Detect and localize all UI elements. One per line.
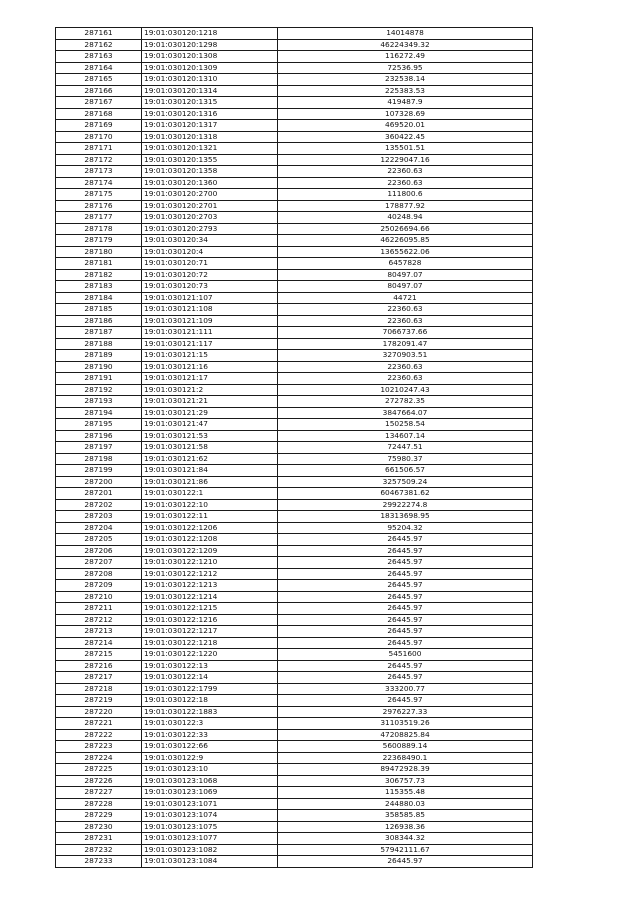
cadastral-number-cell: 19:01:030121:21: [142, 396, 278, 408]
row-number-cell: 287169: [56, 120, 142, 132]
row-number-cell: 287222: [56, 729, 142, 741]
table-row: [56, 729, 533, 741]
row-number-cell: 287205: [56, 534, 142, 546]
value-cell: 13655622.06: [278, 246, 533, 258]
cadastral-number-cell: 19:01:030121:58: [142, 442, 278, 454]
value-cell: 22360.63: [278, 177, 533, 189]
cadastral-number-cell: 19:01:030120:34: [142, 235, 278, 247]
table-row: [56, 557, 533, 569]
table-row: [56, 338, 533, 350]
value-cell: 26445.97: [278, 614, 533, 626]
table-row: [56, 189, 533, 201]
row-number-cell: 287161: [56, 28, 142, 40]
value-cell: 72536.95: [278, 62, 533, 74]
table-row: [56, 626, 533, 638]
value-cell: 10210247.43: [278, 384, 533, 396]
value-cell: 14014878: [278, 28, 533, 40]
row-number-cell: 287218: [56, 683, 142, 695]
value-cell: 272782.35: [278, 396, 533, 408]
value-cell: 22360.63: [278, 361, 533, 373]
value-cell: 26445.97: [278, 591, 533, 603]
value-cell: 134607.14: [278, 430, 533, 442]
table-row: [56, 453, 533, 465]
cadastral-number-cell: 19:01:030120:1298: [142, 39, 278, 51]
row-number-cell: 287172: [56, 154, 142, 166]
cadastral-number-cell: 19:01:030121:47: [142, 419, 278, 431]
value-cell: 40248.94: [278, 212, 533, 224]
value-cell: 26445.97: [278, 626, 533, 638]
cadastral-number-cell: 19:01:030120:1360: [142, 177, 278, 189]
table-row: [56, 810, 533, 822]
table-row: [56, 522, 533, 534]
table-row: [56, 396, 533, 408]
row-number-cell: 287174: [56, 177, 142, 189]
cadastral-number-cell: 19:01:030122:1206: [142, 522, 278, 534]
cadastral-number-cell: 19:01:030121:86: [142, 476, 278, 488]
value-cell: 12229047.16: [278, 154, 533, 166]
row-number-cell: 287207: [56, 557, 142, 569]
cadastral-number-cell: 19:01:030120:1314: [142, 85, 278, 97]
value-cell: 26445.97: [278, 580, 533, 592]
row-number-cell: 287213: [56, 626, 142, 638]
value-cell: 26445.97: [278, 672, 533, 684]
cadastral-number-cell: 19:01:030120:2793: [142, 223, 278, 235]
cadastral-number-cell: 19:01:030120:2701: [142, 200, 278, 212]
cadastral-number-cell: 19:01:030123:1071: [142, 798, 278, 810]
value-cell: 111800.6: [278, 189, 533, 201]
cadastral-number-cell: 19:01:030121:2: [142, 384, 278, 396]
table-row: [56, 787, 533, 799]
table-row: [56, 384, 533, 396]
row-number-cell: 287173: [56, 166, 142, 178]
value-cell: 26445.97: [278, 557, 533, 569]
cadastral-number-cell: 19:01:030120:72: [142, 269, 278, 281]
row-number-cell: 287194: [56, 407, 142, 419]
cadastral-number-cell: 19:01:030122:14: [142, 672, 278, 684]
row-number-cell: 287162: [56, 39, 142, 51]
table-row: [56, 545, 533, 557]
table-row: [56, 591, 533, 603]
value-cell: 115355.48: [278, 787, 533, 799]
row-number-cell: 287186: [56, 315, 142, 327]
cadastral-number-cell: 19:01:030121:29: [142, 407, 278, 419]
value-cell: 26445.97: [278, 660, 533, 672]
value-cell: 333200.77: [278, 683, 533, 695]
row-number-cell: 287176: [56, 200, 142, 212]
row-number-cell: 287220: [56, 706, 142, 718]
row-number-cell: 287181: [56, 258, 142, 270]
row-number-cell: 287195: [56, 419, 142, 431]
table-row: [56, 154, 533, 166]
cadastral-number-cell: 19:01:030123:1075: [142, 821, 278, 833]
table-row: [56, 844, 533, 856]
table-row: [56, 407, 533, 419]
table-row: [56, 350, 533, 362]
value-cell: 46224349.32: [278, 39, 533, 51]
table-row: [56, 741, 533, 753]
value-cell: 95204.32: [278, 522, 533, 534]
row-number-cell: 287216: [56, 660, 142, 672]
cadastral-number-cell: 19:01:030122:33: [142, 729, 278, 741]
value-cell: 47208825.84: [278, 729, 533, 741]
cadastral-number-cell: 19:01:030122:1208: [142, 534, 278, 546]
cadastral-number-cell: 19:01:030121:84: [142, 465, 278, 477]
table-row: [56, 798, 533, 810]
table-body: [56, 28, 533, 868]
table-row: [56, 660, 533, 672]
cadastral-number-cell: 19:01:030120:1318: [142, 131, 278, 143]
row-number-cell: 287191: [56, 373, 142, 385]
row-number-cell: 287210: [56, 591, 142, 603]
cadastral-number-cell: 19:01:030122:1215: [142, 603, 278, 615]
row-number-cell: 287225: [56, 764, 142, 776]
cadastral-number-cell: 19:01:030122:18: [142, 695, 278, 707]
row-number-cell: 287217: [56, 672, 142, 684]
table-row: [56, 442, 533, 454]
row-number-cell: 287228: [56, 798, 142, 810]
value-cell: 31103519.26: [278, 718, 533, 730]
value-cell: 22360.63: [278, 166, 533, 178]
row-number-cell: 287179: [56, 235, 142, 247]
table-row: [56, 649, 533, 661]
row-number-cell: 287208: [56, 568, 142, 580]
cadastral-number-cell: 19:01:030122:1214: [142, 591, 278, 603]
table-row: [56, 108, 533, 120]
value-cell: 1782091.47: [278, 338, 533, 350]
table-row: [56, 74, 533, 86]
value-cell: 126938.36: [278, 821, 533, 833]
table-row: [56, 419, 533, 431]
cadastral-number-cell: 19:01:030122:1: [142, 488, 278, 500]
cadastral-number-cell: 19:01:030122:66: [142, 741, 278, 753]
table-row: [56, 534, 533, 546]
cadastral-number-cell: 19:01:030121:62: [142, 453, 278, 465]
table-row: [56, 258, 533, 270]
table-row: [56, 28, 533, 40]
value-cell: 661506.57: [278, 465, 533, 477]
value-cell: 116272.49: [278, 51, 533, 63]
cadastral-number-cell: 19:01:030121:107: [142, 292, 278, 304]
row-number-cell: 287163: [56, 51, 142, 63]
cadastral-number-cell: 19:01:030122:1799: [142, 683, 278, 695]
value-cell: 360422.45: [278, 131, 533, 143]
table-row: [56, 212, 533, 224]
cadastral-number-cell: 19:01:030121:17: [142, 373, 278, 385]
row-number-cell: 287183: [56, 281, 142, 293]
row-number-cell: 287171: [56, 143, 142, 155]
value-cell: 2976227.33: [278, 706, 533, 718]
row-number-cell: 287209: [56, 580, 142, 592]
cadastral-number-cell: 19:01:030123:10: [142, 764, 278, 776]
cadastral-number-cell: 19:01:030123:1074: [142, 810, 278, 822]
table-row: [56, 143, 533, 155]
value-cell: 75980.37: [278, 453, 533, 465]
table-row: [56, 511, 533, 523]
row-number-cell: 287187: [56, 327, 142, 339]
value-cell: 26445.97: [278, 603, 533, 615]
value-cell: 306757.73: [278, 775, 533, 787]
table-row: [56, 430, 533, 442]
value-cell: 107328.69: [278, 108, 533, 120]
table-row: [56, 465, 533, 477]
cadastral-number-cell: 19:01:030122:1209: [142, 545, 278, 557]
value-cell: 46226095.85: [278, 235, 533, 247]
table-row: [56, 637, 533, 649]
row-number-cell: 287226: [56, 775, 142, 787]
cadastral-number-cell: 19:01:030122:1883: [142, 706, 278, 718]
row-number-cell: 287167: [56, 97, 142, 109]
cadastral-number-cell: 19:01:030122:1216: [142, 614, 278, 626]
cadastral-number-cell: 19:01:030123:1084: [142, 856, 278, 868]
row-number-cell: 287192: [56, 384, 142, 396]
row-number-cell: 287199: [56, 465, 142, 477]
value-cell: 135501.51: [278, 143, 533, 155]
row-number-cell: 287164: [56, 62, 142, 74]
value-cell: 3257509.24: [278, 476, 533, 488]
table-row: [56, 361, 533, 373]
row-number-cell: 287197: [56, 442, 142, 454]
row-number-cell: 287223: [56, 741, 142, 753]
table-row: [56, 775, 533, 787]
cadastral-number-cell: 19:01:030120:1308: [142, 51, 278, 63]
cadastral-number-cell: 19:01:030123:1069: [142, 787, 278, 799]
row-number-cell: 287185: [56, 304, 142, 316]
value-cell: 3847664.07: [278, 407, 533, 419]
table-row: [56, 200, 533, 212]
table-row: [56, 476, 533, 488]
table-row: [56, 764, 533, 776]
cadastral-number-cell: 19:01:030120:71: [142, 258, 278, 270]
cadastral-number-cell: 19:01:030120:1218: [142, 28, 278, 40]
value-cell: 3270903.51: [278, 350, 533, 362]
table-row: [56, 695, 533, 707]
value-cell: 419487.9: [278, 97, 533, 109]
value-cell: 5451600: [278, 649, 533, 661]
value-cell: 18313698.95: [278, 511, 533, 523]
cadastral-number-cell: 19:01:030122:11: [142, 511, 278, 523]
table-row: [56, 614, 533, 626]
value-cell: 29922274.8: [278, 499, 533, 511]
cadastral-number-cell: 19:01:030120:2700: [142, 189, 278, 201]
cadastral-number-cell: 19:01:030120:73: [142, 281, 278, 293]
value-cell: 22360.63: [278, 315, 533, 327]
row-number-cell: 287227: [56, 787, 142, 799]
value-cell: 244880.03: [278, 798, 533, 810]
row-number-cell: 287178: [56, 223, 142, 235]
table-row: [56, 51, 533, 63]
value-cell: 22368490.1: [278, 752, 533, 764]
cadastral-value-table: [55, 27, 533, 868]
row-number-cell: 287166: [56, 85, 142, 97]
table-row: [56, 281, 533, 293]
cadastral-number-cell: 19:01:030122:1218: [142, 637, 278, 649]
cadastral-number-cell: 19:01:030122:13: [142, 660, 278, 672]
row-number-cell: 287182: [56, 269, 142, 281]
table-row: [56, 223, 533, 235]
table-row: [56, 706, 533, 718]
cadastral-number-cell: 19:01:030120:1316: [142, 108, 278, 120]
row-number-cell: 287168: [56, 108, 142, 120]
value-cell: 6457828: [278, 258, 533, 270]
table-row: [56, 166, 533, 178]
value-cell: 25026694.66: [278, 223, 533, 235]
value-cell: 225383.53: [278, 85, 533, 97]
cadastral-number-cell: 19:01:030123:1082: [142, 844, 278, 856]
row-number-cell: 287221: [56, 718, 142, 730]
row-number-cell: 287175: [56, 189, 142, 201]
cadastral-number-cell: 19:01:030122:1217: [142, 626, 278, 638]
table-row: [56, 246, 533, 258]
row-number-cell: 287201: [56, 488, 142, 500]
cadastral-number-cell: 19:01:030122:9: [142, 752, 278, 764]
table-row: [56, 85, 533, 97]
value-cell: 7066737.66: [278, 327, 533, 339]
table-row: [56, 373, 533, 385]
row-number-cell: 287202: [56, 499, 142, 511]
cadastral-number-cell: 19:01:030123:1077: [142, 833, 278, 845]
table-row: [56, 39, 533, 51]
value-cell: 308344.32: [278, 833, 533, 845]
cadastral-number-cell: 19:01:030120:1321: [142, 143, 278, 155]
cadastral-number-cell: 19:01:030122:3: [142, 718, 278, 730]
value-cell: 80497.07: [278, 269, 533, 281]
cadastral-number-cell: 19:01:030122:1213: [142, 580, 278, 592]
table-row: [56, 603, 533, 615]
cadastral-number-cell: 19:01:030121:111: [142, 327, 278, 339]
table-row: [56, 235, 533, 247]
table-row: [56, 821, 533, 833]
row-number-cell: 287206: [56, 545, 142, 557]
cadastral-number-cell: 19:01:030120:4: [142, 246, 278, 258]
row-number-cell: 287189: [56, 350, 142, 362]
cadastral-number-cell: 19:01:030122:10: [142, 499, 278, 511]
row-number-cell: 287203: [56, 511, 142, 523]
row-number-cell: 287215: [56, 649, 142, 661]
cadastral-number-cell: 19:01:030121:15: [142, 350, 278, 362]
value-cell: 57942111.67: [278, 844, 533, 856]
cadastral-number-cell: 19:01:030122:1212: [142, 568, 278, 580]
value-cell: 26445.97: [278, 545, 533, 557]
table-row: [56, 304, 533, 316]
row-number-cell: 287193: [56, 396, 142, 408]
row-number-cell: 287229: [56, 810, 142, 822]
table-row: [56, 833, 533, 845]
cadastral-number-cell: 19:01:030120:2703: [142, 212, 278, 224]
value-cell: 22360.63: [278, 373, 533, 385]
table-row: [56, 683, 533, 695]
table-row: [56, 327, 533, 339]
cadastral-number-cell: 19:01:030121:109: [142, 315, 278, 327]
value-cell: 232538.14: [278, 74, 533, 86]
value-cell: 5600889.14: [278, 741, 533, 753]
value-cell: 22360.63: [278, 304, 533, 316]
table-row: [56, 62, 533, 74]
row-number-cell: 287211: [56, 603, 142, 615]
table-row: [56, 120, 533, 132]
row-number-cell: 287190: [56, 361, 142, 373]
table-row: [56, 315, 533, 327]
row-number-cell: 287230: [56, 821, 142, 833]
cadastral-number-cell: 19:01:030120:1309: [142, 62, 278, 74]
value-cell: 150258.54: [278, 419, 533, 431]
table-row: [56, 499, 533, 511]
table-row: [56, 580, 533, 592]
value-cell: 72447.51: [278, 442, 533, 454]
table-row: [56, 718, 533, 730]
value-cell: 26445.97: [278, 534, 533, 546]
row-number-cell: 287180: [56, 246, 142, 258]
value-cell: 26445.97: [278, 637, 533, 649]
cadastral-number-cell: 19:01:030121:108: [142, 304, 278, 316]
row-number-cell: 287200: [56, 476, 142, 488]
row-number-cell: 287196: [56, 430, 142, 442]
cadastral-number-cell: 19:01:030120:1358: [142, 166, 278, 178]
row-number-cell: 287188: [56, 338, 142, 350]
cadastral-number-cell: 19:01:030120:1310: [142, 74, 278, 86]
cadastral-number-cell: 19:01:030120:1317: [142, 120, 278, 132]
value-cell: 469520.01: [278, 120, 533, 132]
table-row: [56, 856, 533, 868]
table-row: [56, 752, 533, 764]
table-row: [56, 292, 533, 304]
row-number-cell: 287165: [56, 74, 142, 86]
row-number-cell: 287198: [56, 453, 142, 465]
value-cell: 89472928.39: [278, 764, 533, 776]
table-row: [56, 97, 533, 109]
table-row: [56, 488, 533, 500]
row-number-cell: 287170: [56, 131, 142, 143]
row-number-cell: 287231: [56, 833, 142, 845]
row-number-cell: 287224: [56, 752, 142, 764]
cadastral-number-cell: 19:01:030120:1315: [142, 97, 278, 109]
table-row: [56, 568, 533, 580]
value-cell: 80497.07: [278, 281, 533, 293]
row-number-cell: 287204: [56, 522, 142, 534]
value-cell: 358585.85: [278, 810, 533, 822]
cadastral-number-cell: 19:01:030123:1068: [142, 775, 278, 787]
value-cell: 26445.97: [278, 568, 533, 580]
value-cell: 26445.97: [278, 695, 533, 707]
cadastral-number-cell: 19:01:030122:1220: [142, 649, 278, 661]
table-row: [56, 269, 533, 281]
cadastral-number-cell: 19:01:030121:53: [142, 430, 278, 442]
row-number-cell: 287232: [56, 844, 142, 856]
cadastral-number-cell: 19:01:030121:16: [142, 361, 278, 373]
value-cell: 44721: [278, 292, 533, 304]
row-number-cell: 287214: [56, 637, 142, 649]
value-cell: 60467381.62: [278, 488, 533, 500]
table-row: [56, 672, 533, 684]
row-number-cell: 287233: [56, 856, 142, 868]
cadastral-number-cell: 19:01:030122:1210: [142, 557, 278, 569]
table-row: [56, 131, 533, 143]
row-number-cell: 287219: [56, 695, 142, 707]
value-cell: 26445.97: [278, 856, 533, 868]
cadastral-number-cell: 19:01:030121:117: [142, 338, 278, 350]
value-cell: 178877.92: [278, 200, 533, 212]
table-row: [56, 177, 533, 189]
cadastral-number-cell: 19:01:030120:1355: [142, 154, 278, 166]
row-number-cell: 287184: [56, 292, 142, 304]
row-number-cell: 287177: [56, 212, 142, 224]
row-number-cell: 287212: [56, 614, 142, 626]
